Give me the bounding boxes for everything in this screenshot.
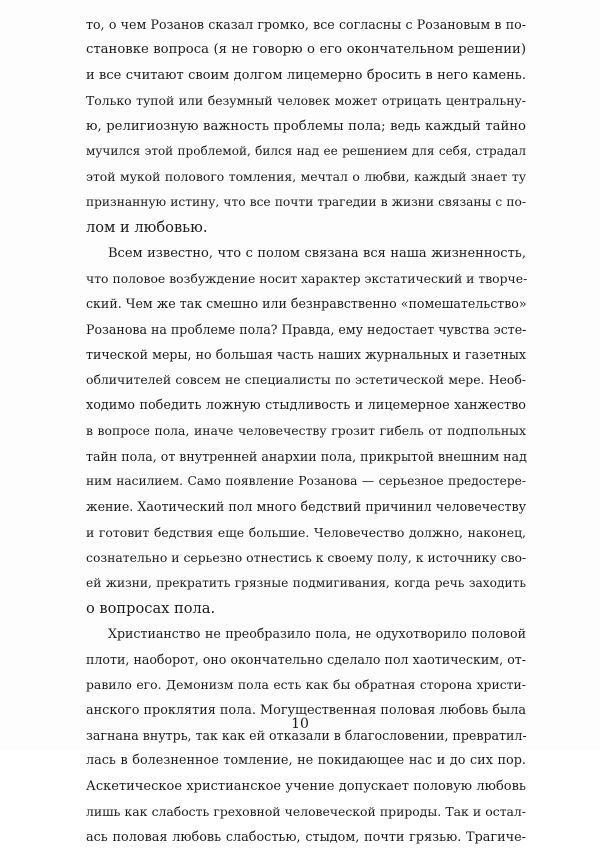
text-line: ним насилием. Само появление Розанова — серьезное предостере- xyxy=(86,474,526,489)
text-line: ходимо победить ложную стыдливость и лицемерное ханжество xyxy=(86,397,526,413)
text-line: ский. Чем же так смешно или безнравственно «помешательство» xyxy=(86,296,527,312)
text-line: тайн пола, от внутренней анархии пола, прикрытой внешним над xyxy=(86,448,527,464)
text-line: лом и любовью. xyxy=(86,219,208,237)
text-line: жение. Хаотический пол много бедствий причинил человечеству xyxy=(86,499,526,515)
text-line: Розанова на проблеме пола? Правда, ему недостает чувства эсте- xyxy=(86,321,527,337)
text-line: Христианство не преобразило пола, не одухотворило половой xyxy=(108,626,526,642)
text-line: лишь как слабость греховной человеческой природы. Так и остал- xyxy=(86,804,526,820)
text-line: и все считают своим долгом лицемерно бросить в него камень. xyxy=(86,67,526,83)
text-line: загнана внутрь, так как ей отказали в благословении, превратил- xyxy=(86,727,527,743)
text-line: тической меры, но большая часть наших журнальных и газетных xyxy=(86,347,526,363)
paragraph-1 xyxy=(86,12,526,241)
text-line: равило его. Демонизм пола есть как бы обратная сторона христи- xyxy=(86,677,526,693)
text-line: о вопросах пола. xyxy=(86,599,216,617)
text-line: сознательно и серьезно отнестись к своему полу, к источнику сво- xyxy=(86,550,527,566)
text-line: Всем известно, что с полом связана вся наша жизненность, xyxy=(108,245,526,261)
text-line: ей жизни, прекратить грязные подмигивания, когда речь заходить xyxy=(86,575,526,590)
paragraph-3 xyxy=(86,621,526,850)
text-line: анского проклятия пола. Могущественная половая любовь была xyxy=(86,702,526,718)
text-line: ю, религиозную важность проблемы пола; ведь каждый тайно xyxy=(86,118,526,134)
text-line: и готовит бедствия еще большие. Человечество должно, наконец, xyxy=(86,524,526,540)
text-line: Только тупой или безумный человек может отрицать центральну- xyxy=(86,93,526,109)
text-line: обличителей совсем не специалисты по эстетической мере. Необ- xyxy=(86,372,526,388)
paragraph-2 xyxy=(86,241,526,622)
text-line: становке вопроса (я не говорю о его окончательном решении) xyxy=(86,42,526,58)
text-line: лась в болезненное томление, не покидающее нас и до сих пор. xyxy=(86,753,526,769)
text-line: в вопросе пола, иначе человечеству грозит гибель от подпольных xyxy=(86,423,526,439)
text-line: этой мукой полового томления, мечтал о любви, каждый знает ту xyxy=(86,169,526,185)
text-line: плоти, наоборот, оно окончательно сделало пол хаотическим, от- xyxy=(86,651,526,667)
text-line: Аскетическое христианское учение допускает половую любовь xyxy=(86,778,526,794)
text-line: то, о чем Розанов сказал громко, все согласны с Розановым в по- xyxy=(86,17,526,32)
text-line: что половое возбуждение носит характер экстатический и творче- xyxy=(86,270,528,286)
text-line: признанную истину, что все почти трагедии в жизни связаны с по- xyxy=(86,194,526,209)
text-line: мучился этой проблемой, бился над ее решением для себя, страдал xyxy=(86,143,526,158)
text-line: ась половая любовь слабостью, стыдом, почти грязью. Трагиче- xyxy=(86,829,526,845)
page-number: 10 xyxy=(291,716,309,732)
